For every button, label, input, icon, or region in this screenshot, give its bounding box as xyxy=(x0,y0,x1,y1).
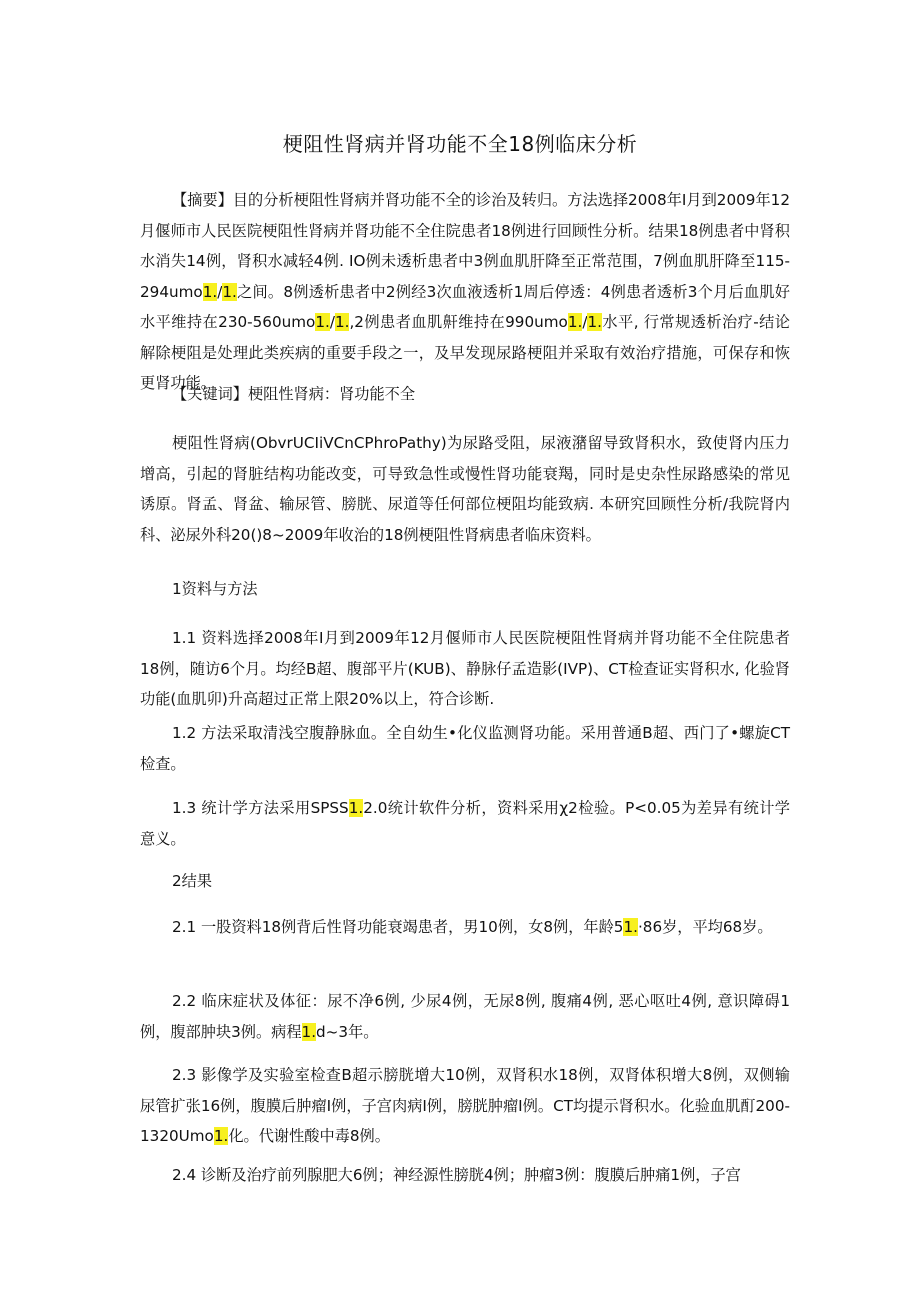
highlight-mark: 1. xyxy=(334,313,350,331)
paragraph-text: 2.2 临床症状及体征：尿不净6例, 少尿4例，无尿8例, 腹痛4例, 恶心呕吐4例, 意识障碍1例，腹部肿块3例。病程 xyxy=(140,992,790,1041)
section-heading-results: 2结果 xyxy=(172,872,213,890)
paragraph-text: 2.1 一股资料18例背后性肾功能衰竭患者，男10例，女8例，年龄5 xyxy=(172,918,624,936)
paragraph-1-1: 1.1 资料选择2008年I月到2009年12月偃师市人民医院梗阻性肾病并肾功能不全住院患者18例，随访6个月。均经B超、腹部平片(KUB)、静脉仔孟造影(IVP)、CT检查证实肾积水, 化验肾功能(血肌卯)升高超过正常上限20%以上，符合诊断. xyxy=(140,629,790,708)
highlight-mark: 1. xyxy=(567,313,583,331)
abstract-text: / xyxy=(329,313,335,331)
highlight-mark: 1. xyxy=(222,282,237,301)
abstract-text: 水平, 行常规透析治疗-结论解除梗阻是处理此类疾病的重要手段之一，及早发现尿路梗阻并采取有效治疗措施，可保存和恢更肾功能。 xyxy=(140,313,790,392)
highlight-mark: 1. xyxy=(213,1127,229,1145)
highlight-mark: 1. xyxy=(348,799,364,817)
abstract-text: / xyxy=(582,313,588,331)
intro-paragraph: 梗阻性肾病(ObvrUCIiVCnCPhroPathy)为尿路受阻，尿液潴留导致肾积水，致使肾内压力增高，引起的肾脏结构功能改变，可导致急性或慢性肾功能衰羯，同时是史杂性尿路感染的常见诱原。肾孟、肾盆、输尿管、膀胱、尿道等任何部位梗阻均能致病. 本研究回顾性分析/我院肾内科、泌尿外科20()8~2009年收治的18例梗阻性肾病患者临床资料。 xyxy=(140,434,790,544)
paragraph-1-3 xyxy=(140,793,790,854)
paragraph-text: d~3年。 xyxy=(316,1022,379,1041)
abstract-text: 之间。8例透析患者中2例经3次血液透析1周后停透：4例患者透析3个月后血肌好水平维持在230-560umo xyxy=(140,282,790,331)
paragraph-text: 2.0统计软件分析，资料采用χ2检验。P<0.05为差异有统计学意义。 xyxy=(140,799,790,848)
abstract-text: / xyxy=(217,282,223,301)
paragraph-text: 化。代谢性酸中毒8例。 xyxy=(228,1127,390,1145)
highlight-mark: 1. xyxy=(301,1022,317,1041)
paragraph-1-2: 1.2 方法采取清浅空腹静脉血。全自幼生•化仪监测肾功能。采用普通B超、西门了•螺旋CT检查。 xyxy=(140,724,790,773)
abstract-text: 【摘要】目的分析梗阻性肾病并肾功能不全的诊治及转归。方法选择2008年I月到2009年12月偃师市人民医院梗阻性肾病并肾功能不全住院患者18例进行回顾性分析。结果18例患者中肾积水消失14例，肾积水减轻4例. IO例未透析患者中3例血肌肝降至正常范围，7例血肌肝降至115-294umo xyxy=(140,191,790,301)
paragraph-text: 1.3 统计学方法采用SPSS xyxy=(172,799,349,817)
paragraph-2-1 xyxy=(140,912,790,943)
page-title: 梗阻性肾病并肾功能不全18例临床分析 xyxy=(282,132,638,156)
highlight-mark: 1. xyxy=(202,282,218,301)
section-heading-methods: 1资料与方法 xyxy=(172,580,258,598)
highlight-mark: 1. xyxy=(623,918,638,936)
paragraph-2-3 xyxy=(140,1060,790,1152)
abstract-paragraph xyxy=(140,185,790,399)
highlight-mark: 1. xyxy=(587,313,602,331)
paragraph-2-4: 2.4 诊断及治疗前列腺肥大6例；神经源性膀胱4例；肿瘤3例：腹膜后肿痛1例，子宫 xyxy=(172,1166,741,1184)
paragraph-text: ·86岁，平均68岁。 xyxy=(637,918,773,936)
paragraph-text: 2.3 影像学及实验室检查B超示膀胱增大10例，双肾积水18例，双肾体积增大8例，双侧输尿管扩张16例，腹膜后肿瘤I例，子宫肉病I例，膀胱肿瘤I例。CT均提示肾积水。化验血肌酊200-1320Umo xyxy=(140,1066,790,1145)
highlight-mark: 1. xyxy=(315,313,330,331)
keywords-paragraph: 【关键词】梗阻性肾病：肾功能不全 xyxy=(172,385,415,403)
abstract-text: ,2例患者血肌鼾维持在990umo xyxy=(349,313,568,331)
paragraph-2-2 xyxy=(140,986,790,1047)
